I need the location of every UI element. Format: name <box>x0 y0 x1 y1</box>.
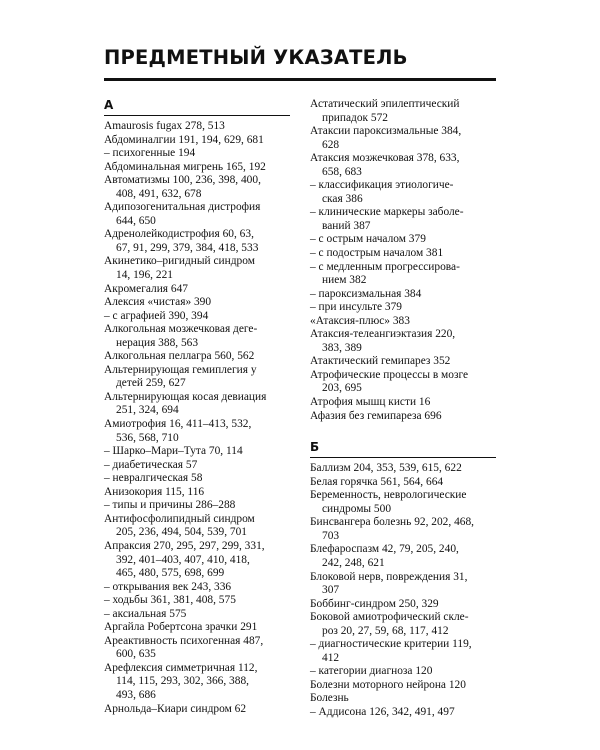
title-rule <box>104 78 496 81</box>
section-rule-a <box>104 115 290 116</box>
index-entry-line: – категории диагноза 120 <box>310 665 433 678</box>
index-entry-line: – с аграфией 390, 394 <box>104 309 209 322</box>
index-entry-line: – при инсульте 379 <box>310 301 402 314</box>
index-entry-line: Альтернирующая гемиплегия у <box>104 363 257 376</box>
index-entry <box>104 486 290 500</box>
index-entry-line: – Шарко–Мари–Тута 70, 114 <box>104 445 243 458</box>
index-entry-line: Афазия без гемипареза 696 <box>310 409 442 422</box>
index-entry-line: Апраксия 270, 295, 297, 299, 331, <box>104 539 265 552</box>
index-entry-continuation: 493, 686 <box>116 688 156 701</box>
index-entry-continuation: 242, 248, 621 <box>322 556 385 569</box>
index-entry <box>310 328 496 355</box>
left-column <box>104 98 290 716</box>
index-entry <box>310 692 496 706</box>
index-entry-continuation: 14, 196, 221 <box>116 269 173 282</box>
index-entry-line: Астатический эпилептический <box>310 98 460 110</box>
index-entry <box>104 201 290 228</box>
index-entry-line: Атаксии пароксизмальные 384, <box>310 125 462 138</box>
index-entry <box>310 152 496 179</box>
index-entry-line: – с медленным прогрессирова- <box>310 260 460 273</box>
index-entry-line: – психогенные 194 <box>104 147 196 160</box>
index-entry <box>310 679 496 693</box>
index-entry-continuation: 600, 635 <box>116 648 156 661</box>
index-entry <box>104 594 290 608</box>
index-entry <box>104 513 290 540</box>
index-entry-line: – с подострым началом 381 <box>310 247 444 260</box>
index-entry-continuation: роз 20, 27, 59, 68, 117, 412 <box>322 624 449 637</box>
index-entry <box>104 147 290 161</box>
page-title: ПРЕДМЕТНЫЙ УКАЗАТЕЛЬ <box>104 46 408 69</box>
index-entry <box>310 706 496 720</box>
index-entry-line: Amaurosis fugax 278, 513 <box>104 120 225 132</box>
index-entry-line: Антифосфолипидный синдром <box>104 512 255 525</box>
index-entry-line: Акромегалия 647 <box>104 282 188 295</box>
index-entry <box>104 161 290 175</box>
index-entry-line: Болезнь <box>310 692 349 705</box>
index-entry <box>104 635 290 662</box>
index-entry <box>310 543 496 570</box>
index-entry-line: Бинсвангера болезнь 92, 202, 468, <box>310 516 475 529</box>
index-entry <box>104 323 290 350</box>
index-entry <box>104 174 290 201</box>
index-entry-line: Акинетико–ригидный синдром <box>104 255 255 268</box>
index-entry-line: – пароксизмальная 384 <box>310 287 422 300</box>
index-entry <box>104 459 290 473</box>
index-entry-continuation: припадок 572 <box>322 111 388 124</box>
index-entry <box>104 364 290 391</box>
index-entry <box>104 391 290 418</box>
index-entry-line: – клинические маркеры заболе- <box>310 206 464 219</box>
index-entry <box>104 350 290 364</box>
index-entry <box>310 179 496 206</box>
index-entry-line: Атаксия мозжечковая 378, 633, <box>310 152 460 165</box>
index-entry-line: Алексия «чистая» 390 <box>104 296 212 309</box>
index-entry-line: Баллизм 204, 353, 539, 615, 622 <box>310 462 462 475</box>
index-entry-continuation: 644, 650 <box>116 214 156 227</box>
index-entry <box>104 621 290 635</box>
index-entry-line: – типы и причины 286–288 <box>104 499 236 512</box>
index-entry-continuation: 465, 480, 575, 698, 699 <box>116 567 225 580</box>
index-entry-continuation: ская 386 <box>322 192 363 205</box>
index-entry-line: Арнольда–Киари синдром 62 <box>104 702 247 715</box>
index-entry-line: Беременность, неврологические <box>310 489 467 502</box>
index-entry <box>104 255 290 282</box>
index-entry <box>104 445 290 459</box>
index-entry-continuation: 703 <box>322 529 340 542</box>
index-entry <box>310 489 496 516</box>
index-entry-continuation: 67, 91, 299, 379, 384, 418, 533 <box>116 241 259 254</box>
entries-list-a <box>104 120 290 716</box>
index-entry-continuation: 383, 389 <box>322 341 362 354</box>
index-entry <box>310 516 496 543</box>
index-entry-line: Альтернирующая косая девиация <box>104 390 267 403</box>
index-entry-line: Болезни моторного нейрона 120 <box>310 678 466 691</box>
index-entry <box>310 261 496 288</box>
index-entry-continuation: 251, 324, 694 <box>116 404 179 417</box>
index-entry <box>310 288 496 302</box>
index-entry-line: Ареактивность психогенная 487, <box>104 634 264 647</box>
index-entry-line: Атрофия мышц кисти 16 <box>310 396 431 409</box>
index-entry-line: Анизокория 115, 116 <box>104 485 205 498</box>
index-entry <box>104 134 290 148</box>
index-entry-line: Боковой амиотрофический скле- <box>310 611 469 624</box>
index-entry-line: – аксиальная 575 <box>104 607 187 620</box>
index-entry <box>310 665 496 679</box>
index-entry-line: Абдоминалгии 191, 194, 629, 681 <box>104 133 264 146</box>
index-entry-line: Белая горячка 561, 564, 664 <box>310 475 444 488</box>
index-entry-continuation: 536, 568, 710 <box>116 431 179 444</box>
index-entry <box>310 315 496 329</box>
index-entry <box>104 703 290 717</box>
index-entry-line: – диабетическая 57 <box>104 458 198 471</box>
index-entry <box>310 598 496 612</box>
index-entry-line: Блоковой нерв, повреждения 31, <box>310 570 468 583</box>
index-entry-line: Аргайла Робертсона зрачки 291 <box>104 621 258 634</box>
index-entry <box>104 120 290 134</box>
index-entry <box>104 499 290 513</box>
index-entry <box>310 571 496 598</box>
index-entry <box>310 233 496 247</box>
index-entry-line: – с острым началом 379 <box>310 233 426 246</box>
index-entry-continuation: ваний 387 <box>322 219 371 232</box>
index-entry-line: – ходьбы 361, 381, 408, 575 <box>104 594 236 607</box>
index-entry-line: Адренолейкодистрофия 60, 63, <box>104 228 254 241</box>
index-entry-line: – открывания век 243, 336 <box>104 580 232 593</box>
index-entry-line: – классификация этиологиче- <box>310 179 454 192</box>
index-entry-line: Арефлексия симметричная 112, <box>104 661 258 674</box>
index-entry-line: – невралгическая 58 <box>104 472 203 485</box>
index-entry <box>310 638 496 665</box>
index-entry <box>104 418 290 445</box>
index-entry-continuation: 205, 236, 494, 504, 539, 701 <box>116 526 247 539</box>
index-entry-continuation: 114, 115, 293, 302, 366, 388, <box>116 675 249 688</box>
index-entry <box>104 296 290 310</box>
index-entry <box>310 611 496 638</box>
index-entry-continuation: 203, 695 <box>322 382 362 395</box>
index-entry-continuation: детей 259, 627 <box>116 377 186 390</box>
index-entry <box>310 476 496 490</box>
index-entry <box>310 410 496 424</box>
index-entry-line: Атаксия-телеангиэктазия 220, <box>310 328 456 341</box>
index-entry <box>104 540 290 581</box>
index-entry-continuation: нием 382 <box>322 274 367 287</box>
index-entry <box>310 369 496 396</box>
index-entry-line: Алкогольная пеллагра 560, 562 <box>104 350 255 363</box>
right-column <box>310 98 496 720</box>
index-entry-line: Атрофические процессы в мозге <box>310 368 469 381</box>
index-entry-line: Адипозогенитальная дистрофия <box>104 201 261 214</box>
index-entry-line: «Атаксия-плюс» 383 <box>310 314 410 327</box>
entries-list-a-continued <box>310 98 496 423</box>
index-entry <box>104 608 290 622</box>
index-entry <box>310 462 496 476</box>
index-entry-continuation: синдромы 500 <box>322 502 392 515</box>
index-entry-line: Атактический гемипарез 352 <box>310 355 451 368</box>
section-gap <box>310 423 496 440</box>
index-entry <box>310 125 496 152</box>
section-letter-a: А <box>104 98 114 112</box>
index-entry <box>310 206 496 233</box>
index-entry <box>310 98 496 125</box>
section-rule-b <box>310 457 496 458</box>
index-entry-continuation: 628 <box>322 138 340 151</box>
index-entry-continuation: 392, 401–403, 407, 410, 418, <box>116 553 250 566</box>
index-entry <box>310 247 496 261</box>
entries-list-b <box>310 462 496 719</box>
index-entry-continuation: 307 <box>322 584 340 597</box>
index-entry <box>104 310 290 324</box>
index-entry-continuation: 408, 491, 632, 678 <box>116 187 202 200</box>
index-entry <box>104 228 290 255</box>
section-letter-b: Б <box>310 440 320 455</box>
index-entry-line: Автоматизмы 100, 236, 398, 400, <box>104 174 261 187</box>
index-entry-line: – диагностические критерии 119, <box>310 638 472 651</box>
index-entry-line: Амиотрофия 16, 411–413, 532, <box>104 418 252 431</box>
index-entry-line: Алкогольная мозжечковая деге- <box>104 323 258 336</box>
index-entry-continuation: нерация 388, 563 <box>116 336 199 349</box>
index-entry <box>310 396 496 410</box>
index-entry-line: Абдоминальная мигрень 165, 192 <box>104 160 266 173</box>
index-entry <box>310 355 496 369</box>
index-entry-continuation: 658, 683 <box>322 165 362 178</box>
index-entry <box>104 283 290 297</box>
index-entry-continuation: 412 <box>322 651 340 664</box>
index-entry <box>104 662 290 703</box>
index-entry <box>104 581 290 595</box>
index-entry <box>310 301 496 315</box>
index-entry <box>104 472 290 486</box>
index-entry-line: – Аддисона 126, 342, 491, 497 <box>310 705 455 718</box>
index-entry-line: Блефароспазм 42, 79, 205, 240, <box>310 543 459 556</box>
index-entry-line: Боббинг-синдром 250, 329 <box>310 597 439 610</box>
